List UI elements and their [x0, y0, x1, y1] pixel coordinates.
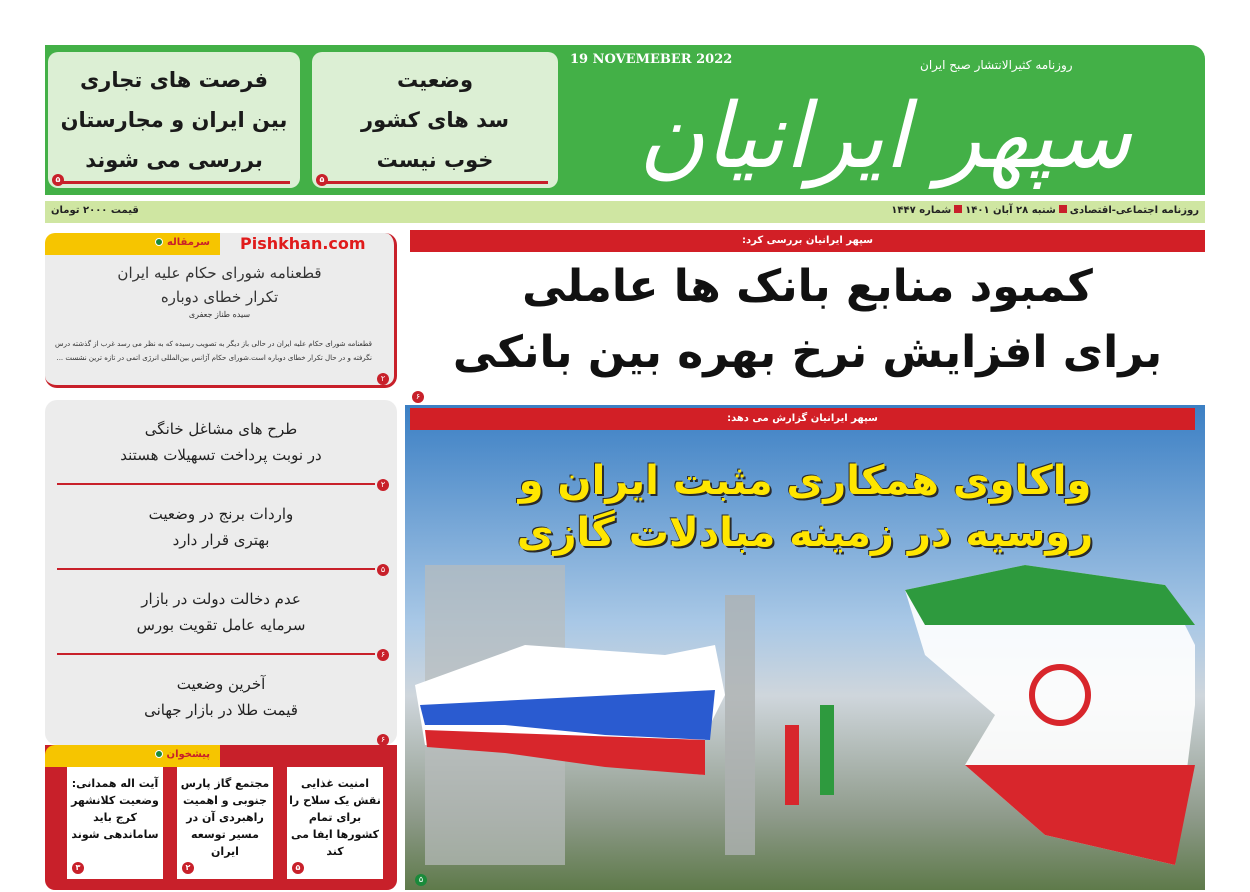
teaser-hungary[interactable] [48, 52, 300, 188]
lead-headline[interactable]: کمبود منابع بانک ها عاملی برای افزایش نرخ بهره بین بانکی [452, 261, 1163, 378]
newspaper-logo: سپهر ایرانیان [638, 84, 1132, 189]
teaser-dams[interactable] [312, 52, 558, 188]
paper-type: روزنامه اجتماعی-اقتصادی [1069, 205, 1199, 216]
teaser-line: بین ایران و مجارستان [60, 108, 288, 132]
teaser-line: وضعیت [397, 68, 474, 92]
price: قیمت ۲۰۰۰ تومان [51, 205, 139, 216]
page-number: ۵ [316, 174, 328, 186]
date-english: 19 NOVEMEBER 2022 [570, 52, 733, 67]
editorial-box[interactable] [45, 233, 397, 388]
tagline: روزنامه کثیرالانتشار صبح ایران [920, 58, 1073, 72]
issue-number: شماره ۱۴۴۷ [891, 205, 952, 216]
page-number: ۶ [412, 391, 424, 403]
pishkhan-item[interactable]: امنیت غذایی نقش یک سلاح را برای تمام کشورها ایفا می کند ۵ [287, 767, 383, 879]
photo-headline: واکاوی همکاری مثبت ایران و روسیه در زمینه مبادلات گازی [516, 458, 1094, 556]
watermark: Pishkhan.com [240, 234, 366, 253]
list-item[interactable]: عدم دخالت دولت در بازار سرمایه عامل تقویت بورس ۶ [57, 570, 385, 655]
teaser-line: سد های کشور [361, 108, 509, 132]
dot-icon [155, 750, 163, 758]
pishkhan-item[interactable]: مجتمع گاز پارس جنوبی و اهمیت راهبردی آن در مسیر توسعه ایران ۲ [177, 767, 273, 879]
photo-story[interactable] [405, 405, 1205, 890]
list-item[interactable]: آخرین وضعیت قیمت طلا در بازار جهانی ۶ [57, 655, 385, 740]
divider [322, 181, 548, 184]
list-item[interactable]: طرح های مشاغل خانگی در نوبت پرداخت تسهیلات هستند ۲ [57, 400, 385, 485]
editorial-body: قطعنامه شورای حکام علیه ایران در حالی باز دیگر به تصویب رسیده که به نظر می رسد غرب از گذشته درس نگرفته و در حال تکرار خطای دوباره است.شورای حکام آژانس بین‌المللی انرژی اتمی در تازه ترین نشست ... [55, 340, 372, 362]
divider [58, 181, 290, 184]
editorial-subtitle: تکرار خطای دوباره [160, 288, 279, 306]
list-item[interactable]: واردات برنج در وضعیت بهتری قرار دارد ۵ [57, 485, 385, 570]
editorial-title: قطعنامه شورای حکام علیه ایران [117, 264, 322, 282]
page-number: ۵ [415, 874, 427, 886]
editorial-author: سیده طناز جعفری [188, 310, 251, 319]
page-number: ۲ [377, 373, 389, 385]
editorial-tab: سرمقاله [45, 233, 220, 255]
dot-icon [155, 238, 163, 246]
date-persian: شنبه ۲۸ آبان ۱۴۰۱ [965, 205, 1056, 216]
info-strip [45, 201, 1205, 223]
pishkhan-box [45, 745, 397, 890]
pishkhan-tab: پیشخوان [45, 745, 220, 767]
teaser-line: خوب نیست [376, 148, 494, 172]
teaser-line: فرصت های تجاری [80, 68, 268, 92]
page-number: ۵ [52, 174, 64, 186]
teaser-line: بررسی می شوند [85, 148, 263, 172]
photo-kicker: سپهر ایرانیان گزارش می دهد: [410, 408, 1195, 430]
pishkhan-item[interactable]: آیت اله همدانی: وضعیت کلانشهر کرج باید ساماندهی شوند ۳ [67, 767, 163, 879]
lead-kicker: سپهر ایرانیان بررسی کرد: [410, 230, 1205, 252]
news-list [45, 400, 397, 745]
